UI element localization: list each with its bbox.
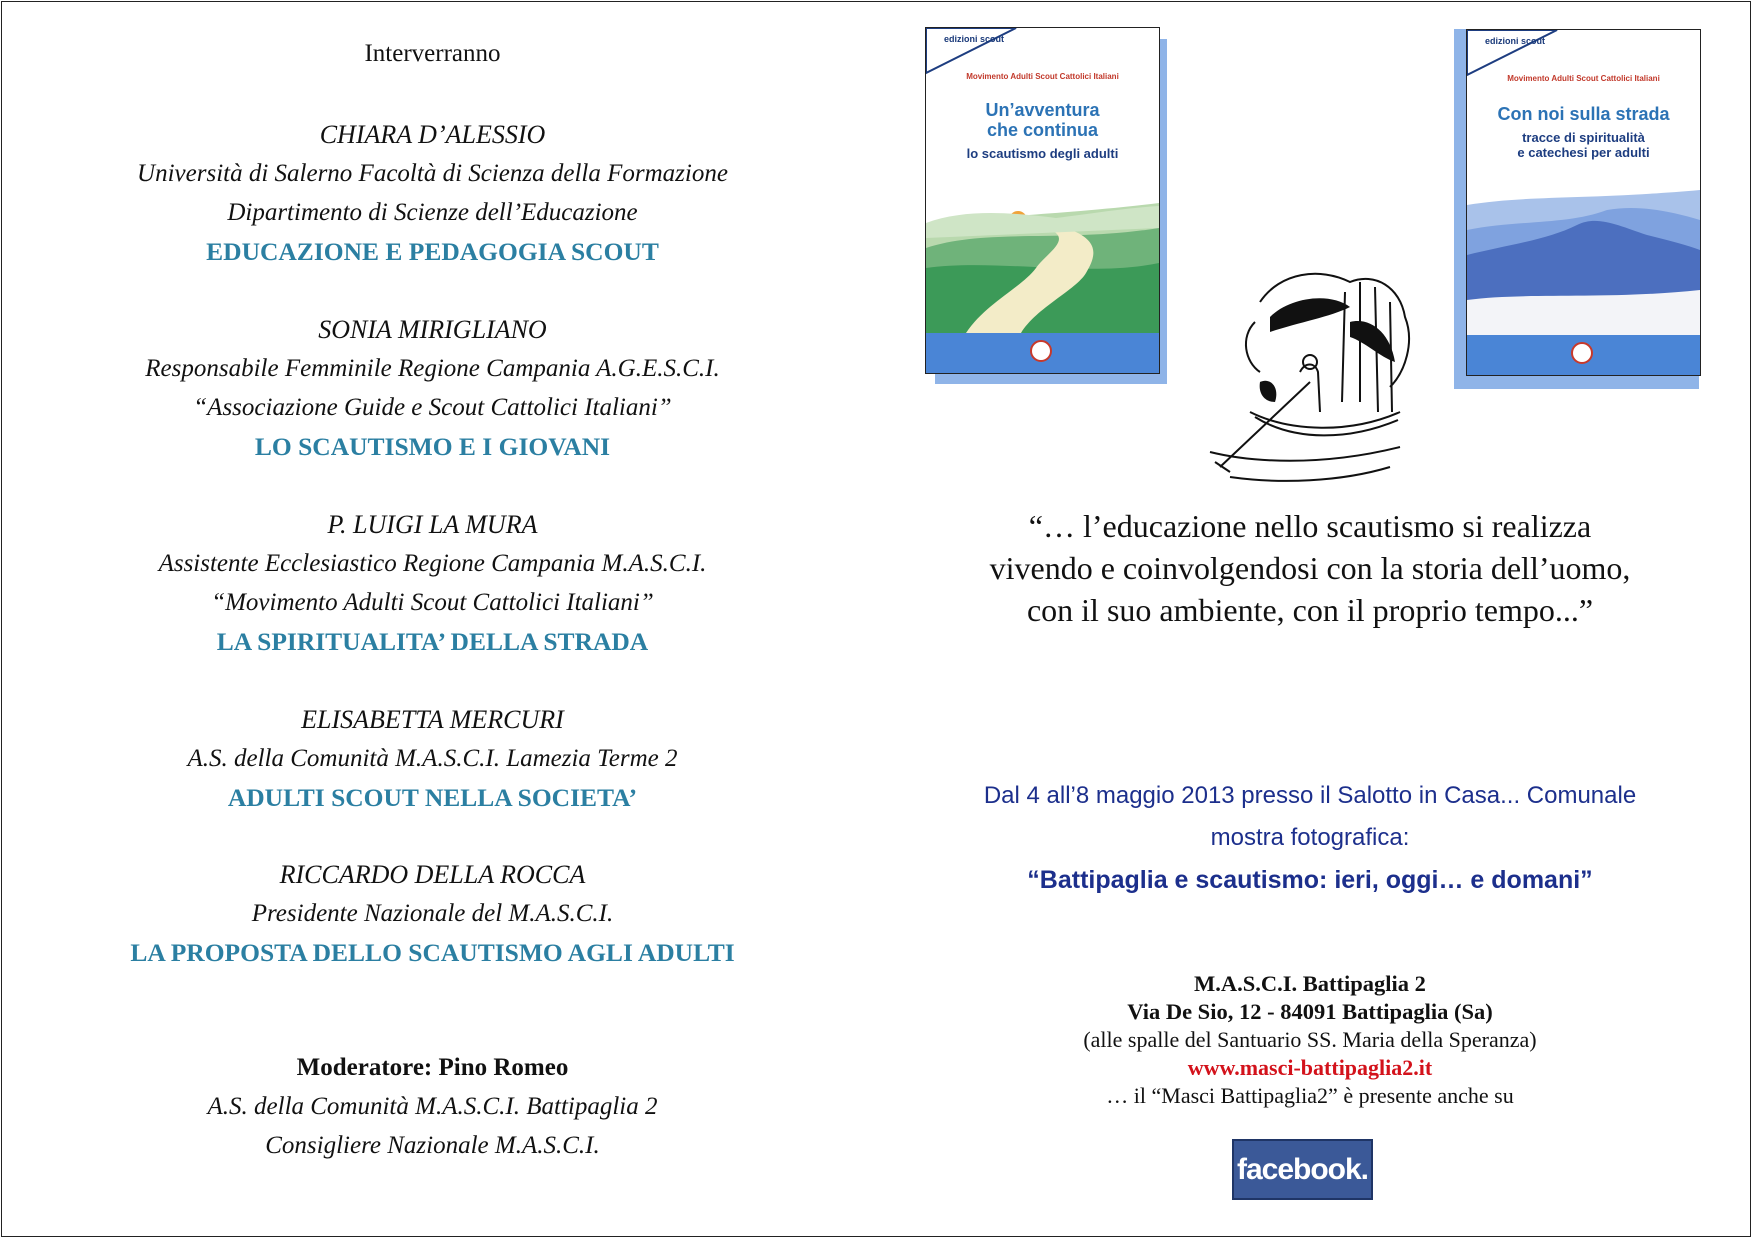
- moderator-line: A.S. della Comunità M.A.S.C.I. Battipaglia 2: [207, 1093, 658, 1120]
- exhibition-info: [880, 775, 1740, 901]
- speaker-topic: LA SPIRITUALITA’ DELLA STRADA: [216, 627, 649, 656]
- masci-logo-icon: [1030, 340, 1052, 362]
- book-publisher: edizioni scout: [1485, 36, 1546, 46]
- speaker-affiliation: Dipartimento di Scienze dell’Educazione: [227, 199, 638, 226]
- speaker-block: [0, 115, 865, 271]
- speaker-name: CHIARA D’ALESSIO: [319, 120, 546, 149]
- contact-info: [900, 970, 1720, 1110]
- moderator-line: Consigliere Nazionale M.A.S.C.I.: [265, 1132, 600, 1159]
- exhibition-type: mostra fotografica:: [1210, 824, 1410, 851]
- exhibition-dates: Dal 4 all’8 maggio 2013 presso il Salotto in Casa... Comunale: [983, 782, 1637, 809]
- speaker-affiliation: Università di Salerno Facoltà di Scienza della Formazione: [137, 160, 728, 187]
- canoe-sketch-illustration: [1200, 262, 1430, 487]
- speaker-block: [0, 505, 865, 661]
- speaker-topic: EDUCAZIONE E PEDAGOGIA SCOUT: [206, 237, 659, 266]
- book-movement: Movimento Adulti Scout Cattolici Italiani: [1507, 74, 1660, 83]
- book-subtitle: tracce di spiritualità e catechesi per adulti: [1517, 130, 1650, 160]
- website-link[interactable]: www.masci-battipaglia2.it: [1187, 1055, 1433, 1080]
- speaker-name: SONIA MIRIGLIANO: [318, 315, 547, 344]
- address-note: (alle spalle del Santuario SS. Maria della Speranza): [1083, 1027, 1537, 1052]
- speaker-affiliation: Assistente Ecclesiastico Regione Campania M.A.S.C.I.: [158, 550, 707, 577]
- speaker-affiliation: Responsabile Femminile Regione Campania A.G.E.S.C.I.: [145, 355, 720, 382]
- speaker-name: ELISABETTA MERCURI: [301, 705, 564, 734]
- exhibition-title: “Battipaglia e scautismo: ieri, oggi… e domani”: [1027, 866, 1593, 894]
- speaker-name: P. LUIGI LA MURA: [327, 510, 538, 539]
- book-publisher: edizioni scout: [944, 34, 1005, 44]
- facebook-logo-button[interactable]: facebook.: [1232, 1139, 1373, 1200]
- speaker-affiliation: “Associazione Guide e Scout Cattolici Italiani”: [193, 394, 672, 421]
- speaker-topic: LO SCAUTISMO E I GIOVANI: [254, 432, 611, 461]
- organization-name: M.A.S.C.I. Battipaglia 2: [1194, 971, 1426, 996]
- speaker-block: [0, 310, 865, 466]
- speaker-topic: LA PROPOSTA DELLO SCAUTISMO AGLI ADULTI: [130, 938, 735, 967]
- address: Via De Sio, 12 - 84091 Battipaglia (Sa): [1127, 999, 1493, 1024]
- scouting-quote: “… l’educazione nello scautismo si realizza vivendo e coinvolgendosi con la storia dell’uomo, con il suo ambiente, con il proprio tempo...”: [989, 508, 1631, 628]
- book-movement: Movimento Adulti Scout Cattolici Italiani: [966, 72, 1119, 81]
- social-note: … il “Masci Battipaglia2” è presente anche su: [1106, 1083, 1514, 1108]
- masci-logo-icon: [1571, 342, 1593, 364]
- intro-heading: Interverranno: [364, 40, 501, 67]
- speaker-affiliation: A.S. della Comunità M.A.S.C.I. Lamezia Terme 2: [187, 745, 678, 772]
- book-subtitle: lo scautismo degli adulti: [966, 146, 1119, 161]
- book-title: Un’avventura che continua: [985, 100, 1100, 140]
- moderator-name: Moderatore: Pino Romeo: [296, 1054, 569, 1081]
- moderator-block: [0, 1048, 865, 1165]
- speaker-block: [0, 855, 865, 972]
- book-title: Con noi sulla strada: [1497, 104, 1670, 124]
- speaker-name: RICCARDO DELLA ROCCA: [279, 860, 586, 889]
- speaker-topic: ADULTI SCOUT NELLA SOCIETA’: [227, 783, 638, 812]
- speaker-affiliation: Presidente Nazionale del M.A.S.C.I.: [251, 900, 614, 927]
- speaker-block: [0, 700, 865, 817]
- speaker-affiliation: “Movimento Adulti Scout Cattolici Italiani”: [211, 589, 654, 616]
